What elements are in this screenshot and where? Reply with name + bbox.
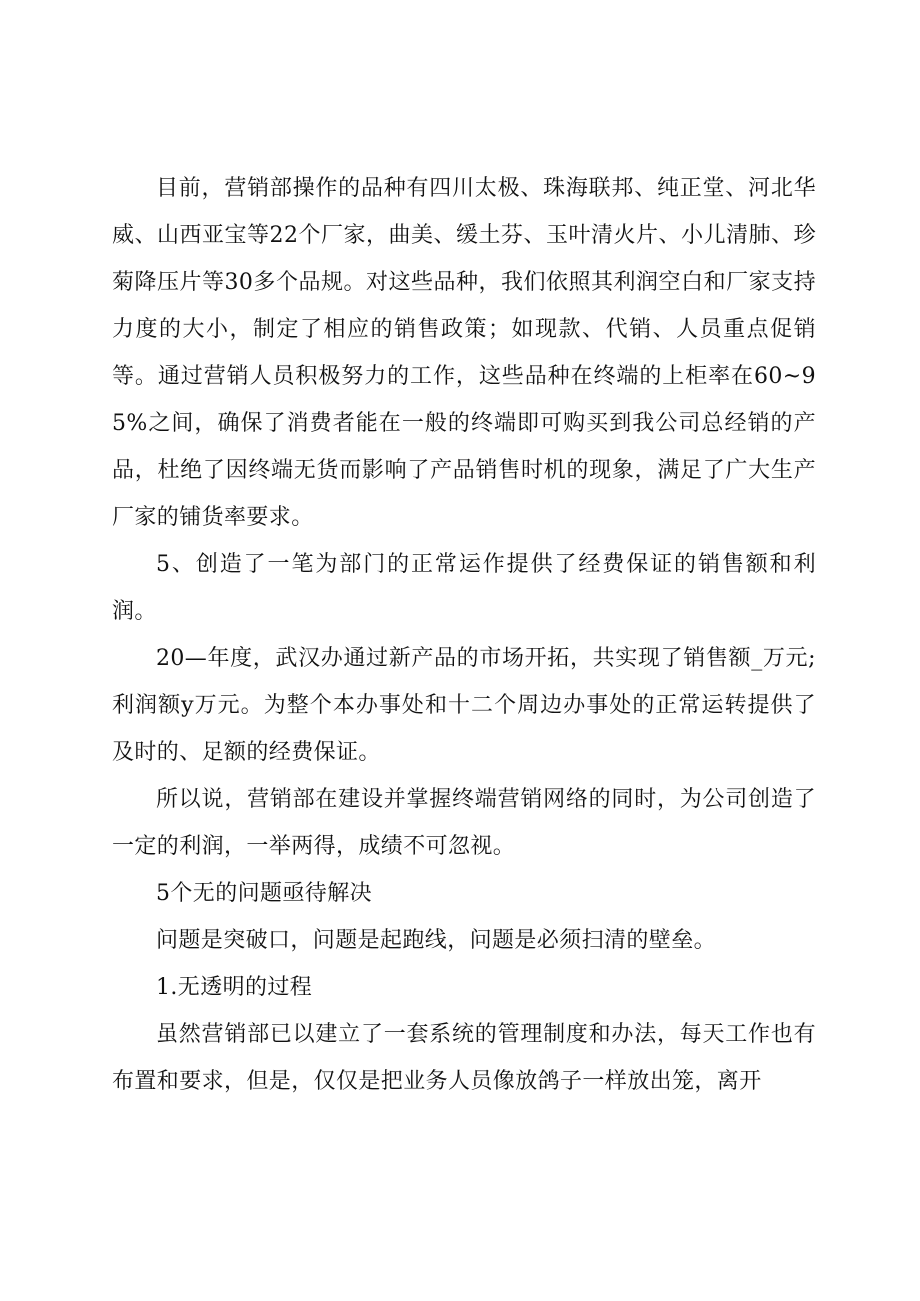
paragraph-process-description: 虽然营销部已以建立了一套系统的管理制度和办法，每天工作也有布置和要求，但是，仅仅是把业务人员像放鸽子一样放出笼，离开 [112, 1022, 816, 1094]
section-heading-five-problems: 5个无的问题亟待解决 [156, 881, 372, 906]
document-body [112, 165, 816, 1105]
paragraph-item-5-sales-profit: 5、创造了一笔为部门的正常运作提供了经费保证的销售额和利润。 [112, 552, 816, 624]
subheading-no-transparent-process: 1.无透明的过程 [156, 975, 313, 1000]
paragraph-product-range: 目前，营销部操作的品种有四川太极、珠海联邦、纯正堂、河北华威、山西亚宝等22个厂家，曲美、缓土芬、玉叶清火片、小儿清肺、珍菊降压片等30多个品规。对这些品种，我们依照其利润空白和厂家支持力度的大小，制定了相应的销售政策；如现款、代销、人员重点促销等。通过营销人员积极努力的工作，这些品种在终端的上柜率在60~95%之间，确保了消费者能在一般的终端即可购买到我公司总经销的产品，杜绝了因终端无货而影响了产品销售时机的现象，满足了广大生产厂家的铺货率要求。 [112, 176, 816, 530]
paragraph-wuhan-office-results: 20—年度，武汉办通过新产品的市场开拓，共实现了销售额_万元;利润额y万元。为整个本办事处和十二个周边办事处的正常运转提供了及时的、足额的经费保证。 [112, 646, 816, 765]
paragraph-conclusion: 所以说，营销部在建设并掌握终端营销网络的同时，为公司创造了一定的利润，一举两得，成绩不可忽视。 [112, 787, 816, 859]
paragraph-problem-intro: 问题是突破口，问题是起跑线，问题是必须扫清的壁垒。 [156, 928, 717, 953]
